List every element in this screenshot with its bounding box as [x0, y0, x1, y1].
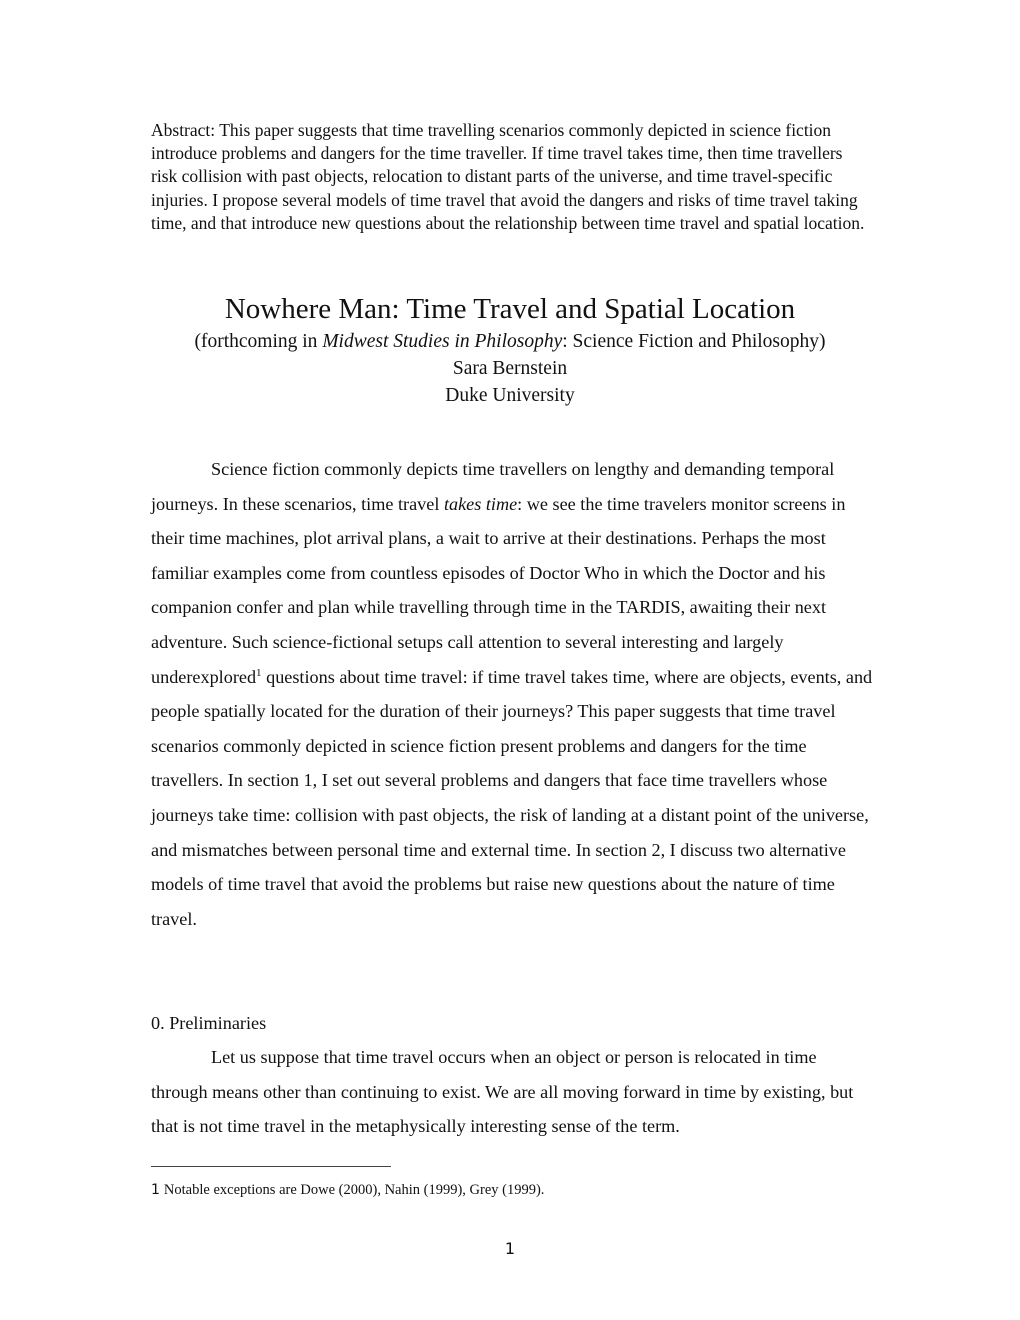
section-paragraph: Let us suppose that time travel occurs when an object or person is relocated in time through means other than continuing to exist. We are all moving forward in time by existing, but that is not time travel in the metaphysically interesting sense of the term.: [151, 1047, 854, 1137]
intro-paragraph: [151, 452, 873, 936]
title-block: [100, 290, 920, 409]
publication-note-suffix: : Science Fiction and Philosophy): [562, 331, 826, 352]
paper-title: Nowhere Man: Time Travel and Spatial Location: [224, 293, 796, 325]
introduction: [151, 452, 873, 936]
intro-text-part2: : we see the time travelers monitor screens in their time machines, plot arrival plans, a wait to arrive at their destinations. Perhaps the most familiar examples come from countless episodes of Doctor Who in which the Doctor and his companion confer and plan while travelling through time in the TARDIS, awaiting their next adventure. Such science-fictional setups call attention to several interesting and largely underexplored: [151, 493, 846, 687]
intro-text-part3: questions about time travel: if time travel takes time, where are objects, events, and people spatially located for the duration of their journeys? This paper suggests that time travel scenarios commonly depicted in science fiction present problems and dangers for the time travellers. In section 1, I set out several problems and dangers that face time travellers whose journeys take time: collision with past objects, the risk of landing at a distant point of the universe, and mismatches between personal time and external time. In section 2, I discuss two alternative models of time travel that avoid the problems but raise new questions about the nature of time travel.: [151, 666, 873, 929]
author-name: Sara Bernstein: [452, 358, 568, 379]
publication-note: [170, 328, 850, 355]
footnote-reference[interactable]: 1: [256, 666, 262, 679]
footnote-text: Notable exceptions are Dowe (2000), Nahin (1999), Grey (1999).: [163, 1182, 545, 1198]
abstract: Abstract: This paper suggests that time travelling scenarios commonly depicted in science fiction introduce problems and dangers for the time traveller. If time travel takes time, then time travellers risk collision with past objects, relocation to distant parts of the universe, and time travel-specific injuries. I propose several models of time travel that avoid the dangers and risks of time travel taking time, and that introduce new questions about the relationship between time travel and spatial location.: [151, 120, 865, 233]
journal-name: Midwest Studies in Philosophy: [322, 331, 563, 352]
intro-text-part1: Science fiction commonly depicts time travellers on lengthy and demanding temporal journeys. In these scenarios, time travel: [151, 459, 835, 514]
page-number: 1: [504, 1239, 516, 1258]
footnote-divider: [151, 1166, 391, 1167]
section-heading: 0. Preliminaries: [151, 1013, 267, 1033]
author-affiliation: Duke University: [445, 385, 575, 406]
intro-emphasis: takes time: [443, 493, 518, 514]
footnote: [151, 1180, 544, 1200]
section-body: [151, 1040, 873, 1144]
footnote-mark: 1: [151, 1182, 160, 1198]
publication-note-prefix: (forthcoming in: [194, 331, 323, 352]
